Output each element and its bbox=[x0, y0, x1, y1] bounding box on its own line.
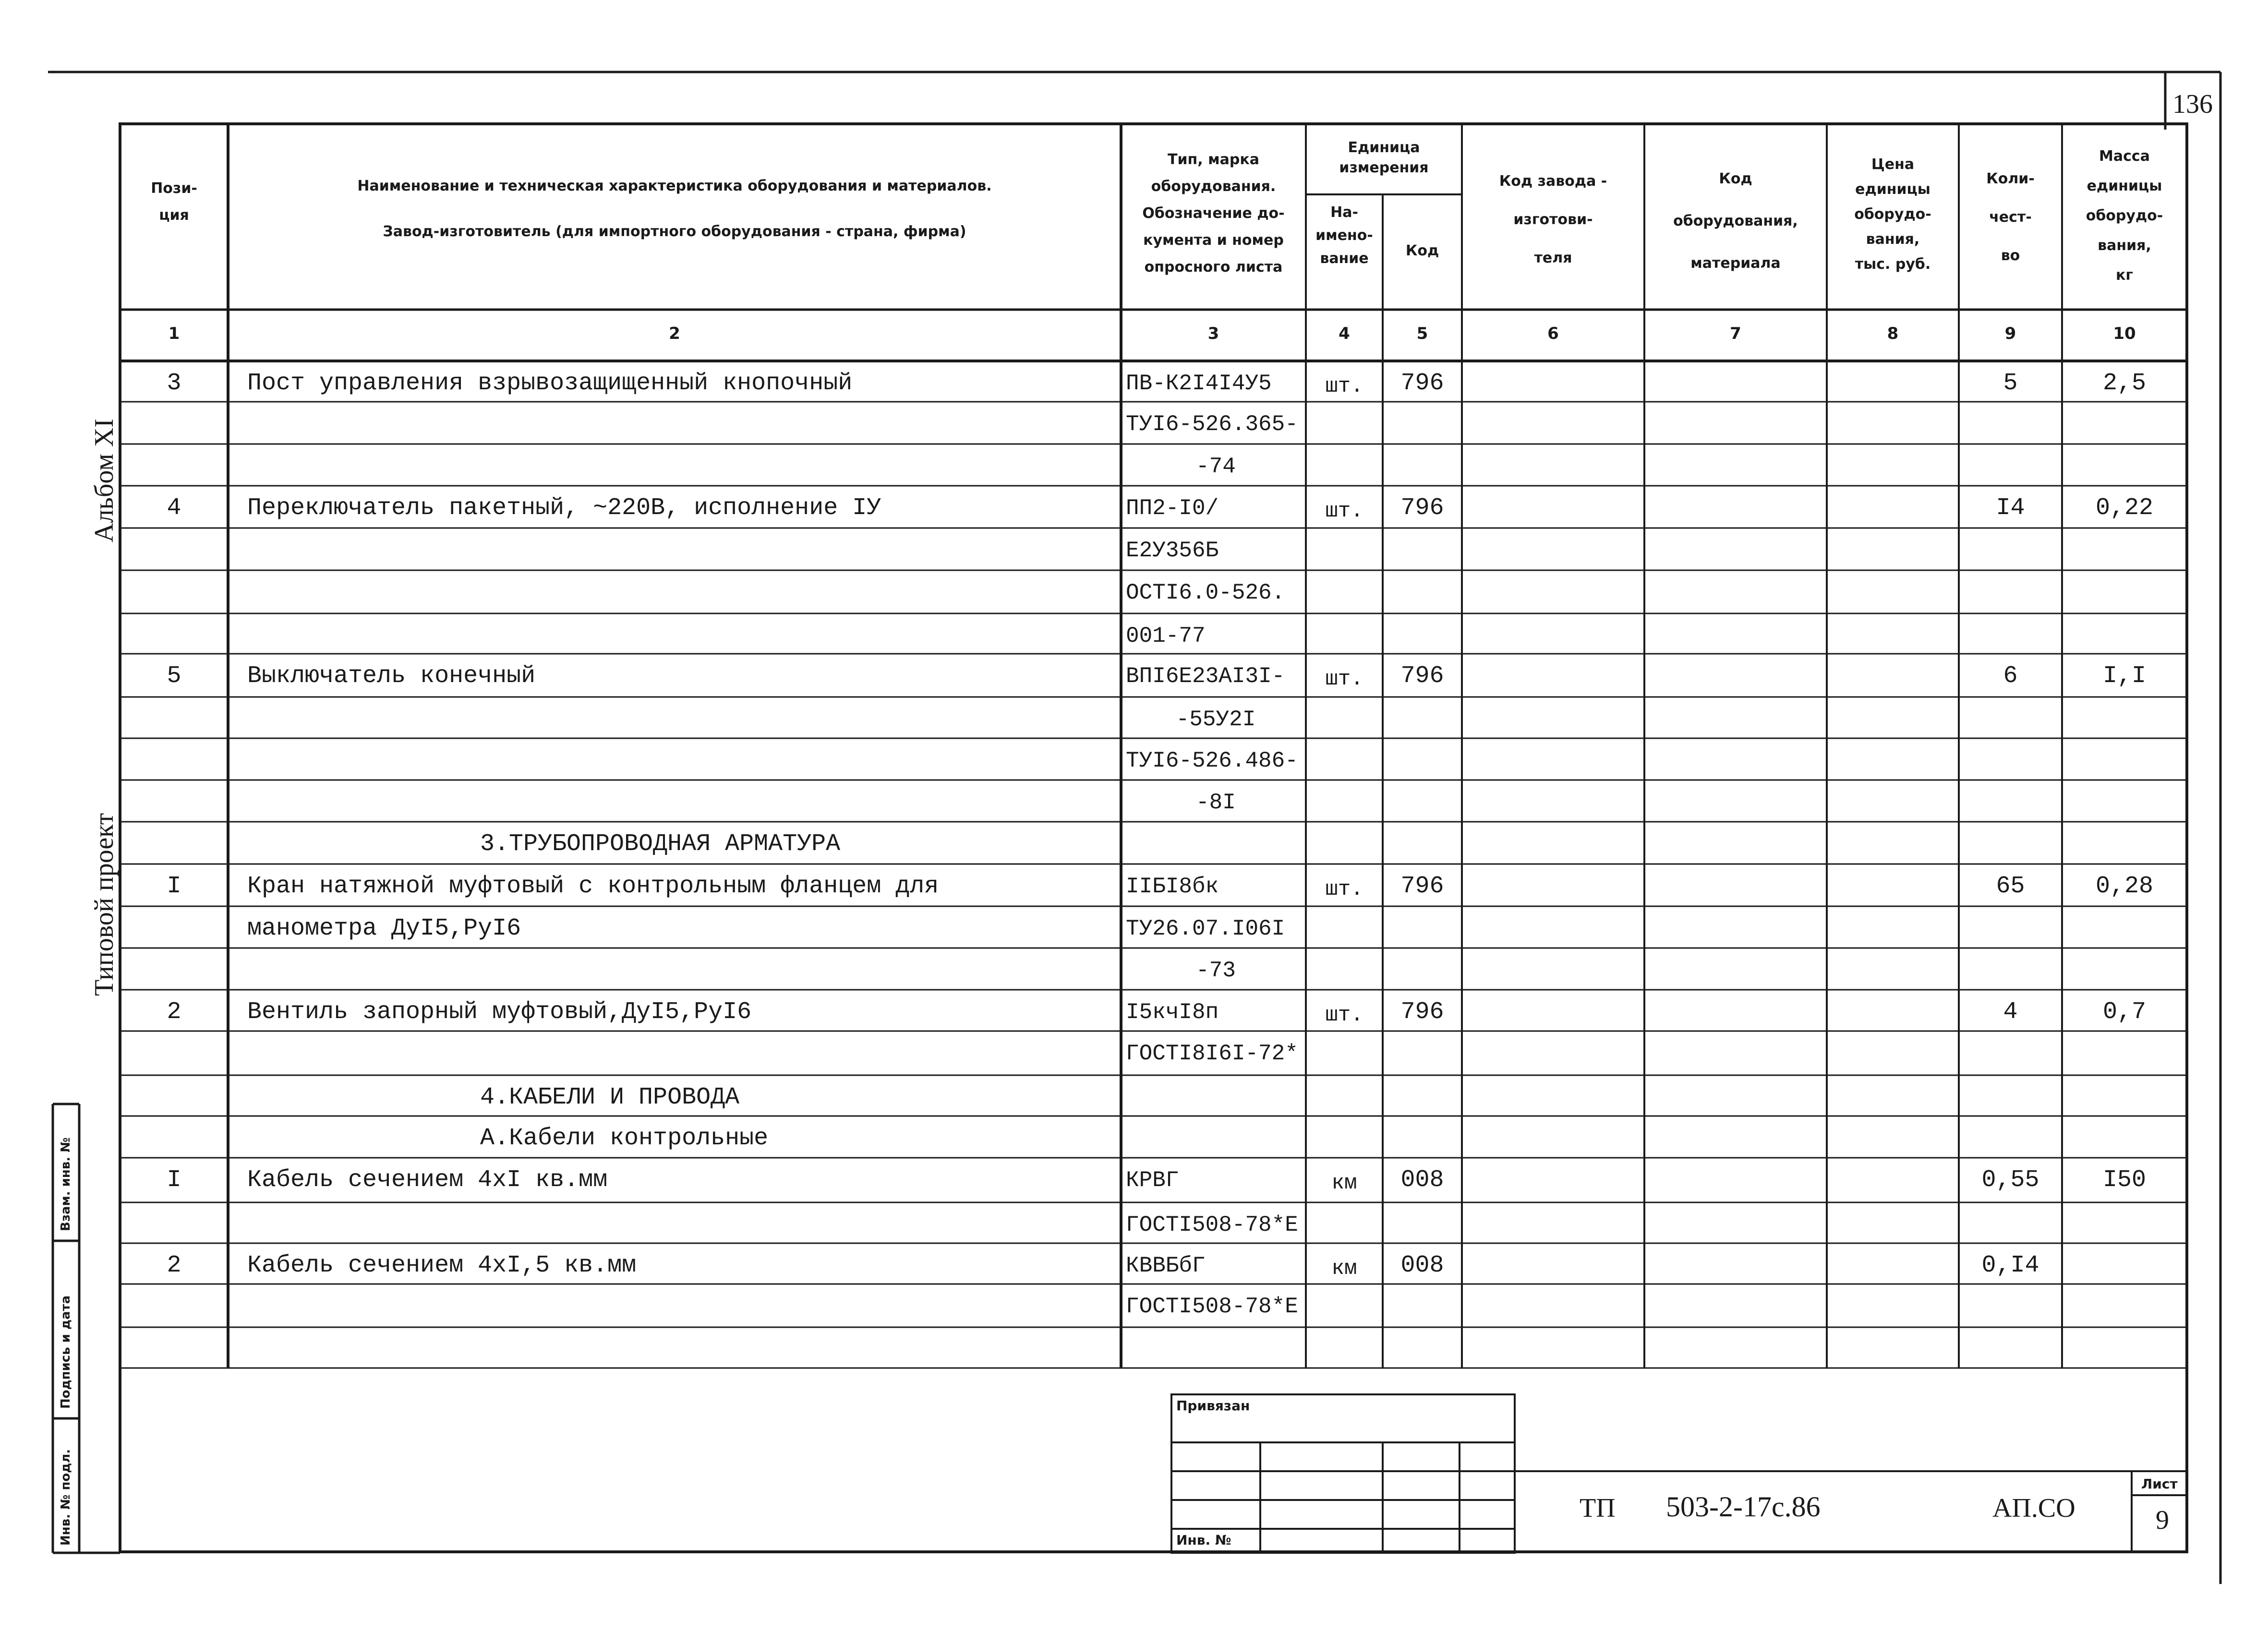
row-unit-code: 008 bbox=[1400, 1252, 1444, 1279]
row-type: -74 bbox=[1196, 454, 1236, 479]
row-position: 4 bbox=[167, 494, 181, 522]
row-unit: шт. bbox=[1325, 499, 1363, 523]
row-position: 2 bbox=[167, 1252, 181, 1279]
header-price: вания, bbox=[1866, 231, 1920, 248]
row-mass: 2,5 bbox=[2102, 370, 2146, 397]
page-corner-number: 136 bbox=[2172, 89, 2213, 119]
section-heading: 3.ТРУБОПРОВОДНАЯ АРМАТУРА bbox=[480, 830, 841, 858]
stamp-sheet-number: 9 bbox=[2156, 1505, 2169, 1535]
row-name: Кабель сечением 4хI кв.мм bbox=[247, 1166, 608, 1194]
row-mass: 0,22 bbox=[2095, 494, 2154, 522]
header-quantity: чест- bbox=[1989, 209, 2032, 226]
header-mass: кг bbox=[2115, 267, 2134, 284]
row-type: ГОСТI508-78*Е bbox=[1126, 1294, 1298, 1319]
column-number: 5 bbox=[1416, 324, 1428, 343]
header-equipment-code: оборудования, bbox=[1673, 213, 1798, 229]
header-unit: Единица bbox=[1348, 139, 1420, 156]
header-price: Цена bbox=[1871, 156, 1915, 173]
row-mass: 0,7 bbox=[2102, 998, 2146, 1026]
row-type: ОСТI6.0-526. bbox=[1126, 580, 1285, 605]
header-equipment-code: Код bbox=[1719, 170, 1752, 187]
row-type: I5кчI8п bbox=[1126, 1000, 1219, 1025]
row-type: ПП2-I0/ bbox=[1126, 496, 1219, 521]
row-type: ВПI6Е23АI3I- bbox=[1126, 664, 1285, 689]
row-type: ТУI6-526.365- bbox=[1126, 412, 1298, 437]
row-name: Кран натяжной муфтовый с контрольным фланцем для bbox=[247, 873, 939, 900]
inv-label: Инв. № подл. bbox=[59, 1449, 73, 1546]
row-mass: 0,28 bbox=[2095, 873, 2154, 900]
header-type: кумента и номер bbox=[1143, 232, 1284, 249]
row-quantity: 0,55 bbox=[1981, 1166, 2039, 1194]
row-quantity: 65 bbox=[1996, 873, 2025, 900]
row-type: IIБI8бк bbox=[1126, 874, 1219, 899]
row-name: Кабель сечением 4хI,5 кв.мм bbox=[247, 1252, 637, 1279]
row-position: 3 bbox=[167, 370, 181, 397]
row-quantity: 6 bbox=[2003, 662, 2018, 690]
header-mass: вания, bbox=[2098, 237, 2151, 254]
header-position: Пози- bbox=[151, 180, 197, 197]
row-type: КРВГ bbox=[1126, 1168, 1179, 1193]
row-position: 2 bbox=[167, 998, 181, 1026]
row-unit-code: 796 bbox=[1400, 873, 1444, 900]
header-mass: оборудо- bbox=[2086, 207, 2163, 224]
header-type: опросного листа bbox=[1144, 259, 1283, 276]
row-unit: шт. bbox=[1325, 1003, 1363, 1027]
column-number: 7 bbox=[1730, 324, 1741, 343]
row-name: манометра ДуI5,РуI6 bbox=[247, 915, 521, 942]
section-heading: 4.КАБЕЛИ И ПРОВОДА bbox=[480, 1084, 740, 1111]
header-maker-code: Код завода - bbox=[1499, 173, 1607, 190]
column-number: 10 bbox=[2113, 324, 2136, 343]
column-number: 9 bbox=[2004, 324, 2016, 343]
column-number: 6 bbox=[1547, 324, 1559, 343]
row-mass: I,I bbox=[2102, 662, 2146, 690]
row-unit: шт. bbox=[1325, 667, 1363, 691]
row-unit-code: 796 bbox=[1400, 998, 1444, 1026]
row-name: Пост управления взрывозащищенный кнопочный bbox=[247, 370, 853, 397]
row-unit-code: 796 bbox=[1400, 370, 1444, 397]
row-type: КВВБбГ bbox=[1126, 1253, 1206, 1278]
header-unit-name: вание bbox=[1320, 250, 1369, 267]
row-type: 001-77 bbox=[1126, 624, 1206, 648]
header-unit-name: имено- bbox=[1315, 227, 1373, 244]
header-quantity: во bbox=[2001, 247, 2020, 264]
row-quantity: 5 bbox=[2003, 370, 2018, 397]
header-maker-code: изготови- bbox=[1513, 211, 1593, 228]
row-name: Переключатель пакетный, ~220В, исполнение IУ bbox=[247, 494, 881, 522]
row-name: Выключатель конечный bbox=[247, 662, 536, 690]
album-label: Альбом XI bbox=[89, 419, 119, 542]
row-unit: шт. bbox=[1325, 374, 1363, 398]
header-name: Наименование и техническая характеристика оборудования и материалов. bbox=[357, 178, 992, 194]
row-type: ТУ26.07.I06I bbox=[1126, 916, 1285, 941]
row-unit: шт. bbox=[1325, 877, 1363, 901]
header-type: оборудования. bbox=[1151, 178, 1276, 195]
row-position: I bbox=[167, 1166, 181, 1194]
header-price: оборудо- bbox=[1854, 206, 1931, 223]
row-mass: I50 bbox=[2102, 1166, 2146, 1194]
header-equipment-code: материала bbox=[1690, 255, 1781, 272]
row-type: Е2У356Б bbox=[1126, 538, 1219, 563]
stamp-section-code: АП.СО bbox=[1992, 1493, 2075, 1523]
project-label: Типовой проект bbox=[89, 813, 119, 996]
row-unit-code: 796 bbox=[1400, 662, 1444, 690]
section-heading: А.Кабели контрольные bbox=[480, 1125, 769, 1152]
header-type: Обозначение до- bbox=[1142, 205, 1285, 222]
row-quantity: 4 bbox=[2003, 998, 2018, 1026]
stamp-tp: ТП bbox=[1580, 1493, 1616, 1523]
header-position: ция bbox=[159, 207, 189, 224]
row-type: -55У2I bbox=[1176, 707, 1256, 732]
row-unit: км bbox=[1331, 1257, 1357, 1281]
header-type: Тип, марка bbox=[1168, 151, 1259, 168]
header-name: Завод-изготовитель (для импортного оборудования - страна, фирма) bbox=[383, 223, 966, 240]
column-number: 1 bbox=[168, 324, 180, 343]
header-unit-code: Код bbox=[1405, 242, 1439, 259]
row-type: ПВ-К2I4I4У5 bbox=[1126, 371, 1272, 396]
header-mass: Масса bbox=[2099, 148, 2150, 165]
row-type: ТУI6-526.486- bbox=[1126, 748, 1298, 773]
column-number: 8 bbox=[1887, 324, 1899, 343]
vzam-label: Взам. инв. № bbox=[59, 1137, 73, 1231]
row-type: -8I bbox=[1196, 790, 1236, 815]
row-type: ГОСТI508-78*Е bbox=[1126, 1212, 1298, 1237]
row-type: ГОСТI8I6I-72* bbox=[1126, 1041, 1298, 1066]
header-price: тыс. руб. bbox=[1855, 256, 1931, 273]
row-unit: км bbox=[1331, 1171, 1357, 1195]
stamp-sheet-label: Лист bbox=[2141, 1476, 2178, 1492]
row-position: I bbox=[167, 873, 181, 900]
stamp-privyazan: Привязан bbox=[1176, 1398, 1250, 1414]
row-quantity: I4 bbox=[1996, 494, 2025, 522]
row-unit-code: 008 bbox=[1400, 1166, 1444, 1194]
header-price: единицы bbox=[1855, 181, 1930, 198]
stamp-inv-no: Инв. № bbox=[1176, 1532, 1231, 1548]
header-quantity: Коли- bbox=[1986, 170, 2035, 187]
column-number: 4 bbox=[1339, 324, 1350, 343]
stamp-doc-number: 503-2-17с.86 bbox=[1666, 1491, 1821, 1523]
header-mass: единицы bbox=[2087, 178, 2162, 194]
header-unit: измерения bbox=[1339, 159, 1429, 176]
row-quantity: 0,I4 bbox=[1981, 1252, 2039, 1279]
row-position: 5 bbox=[167, 662, 181, 690]
row-unit-code: 796 bbox=[1400, 494, 1444, 522]
header-maker-code: теля bbox=[1534, 250, 1572, 266]
column-number: 3 bbox=[1207, 324, 1219, 343]
row-type: -73 bbox=[1196, 958, 1236, 983]
header-unit-name: На- bbox=[1330, 204, 1358, 221]
column-number: 2 bbox=[669, 324, 680, 343]
podpis-label: Подпись и дата bbox=[59, 1295, 73, 1409]
row-name: Вентиль запорный муфтовый,ДуI5,РуI6 bbox=[247, 998, 752, 1026]
